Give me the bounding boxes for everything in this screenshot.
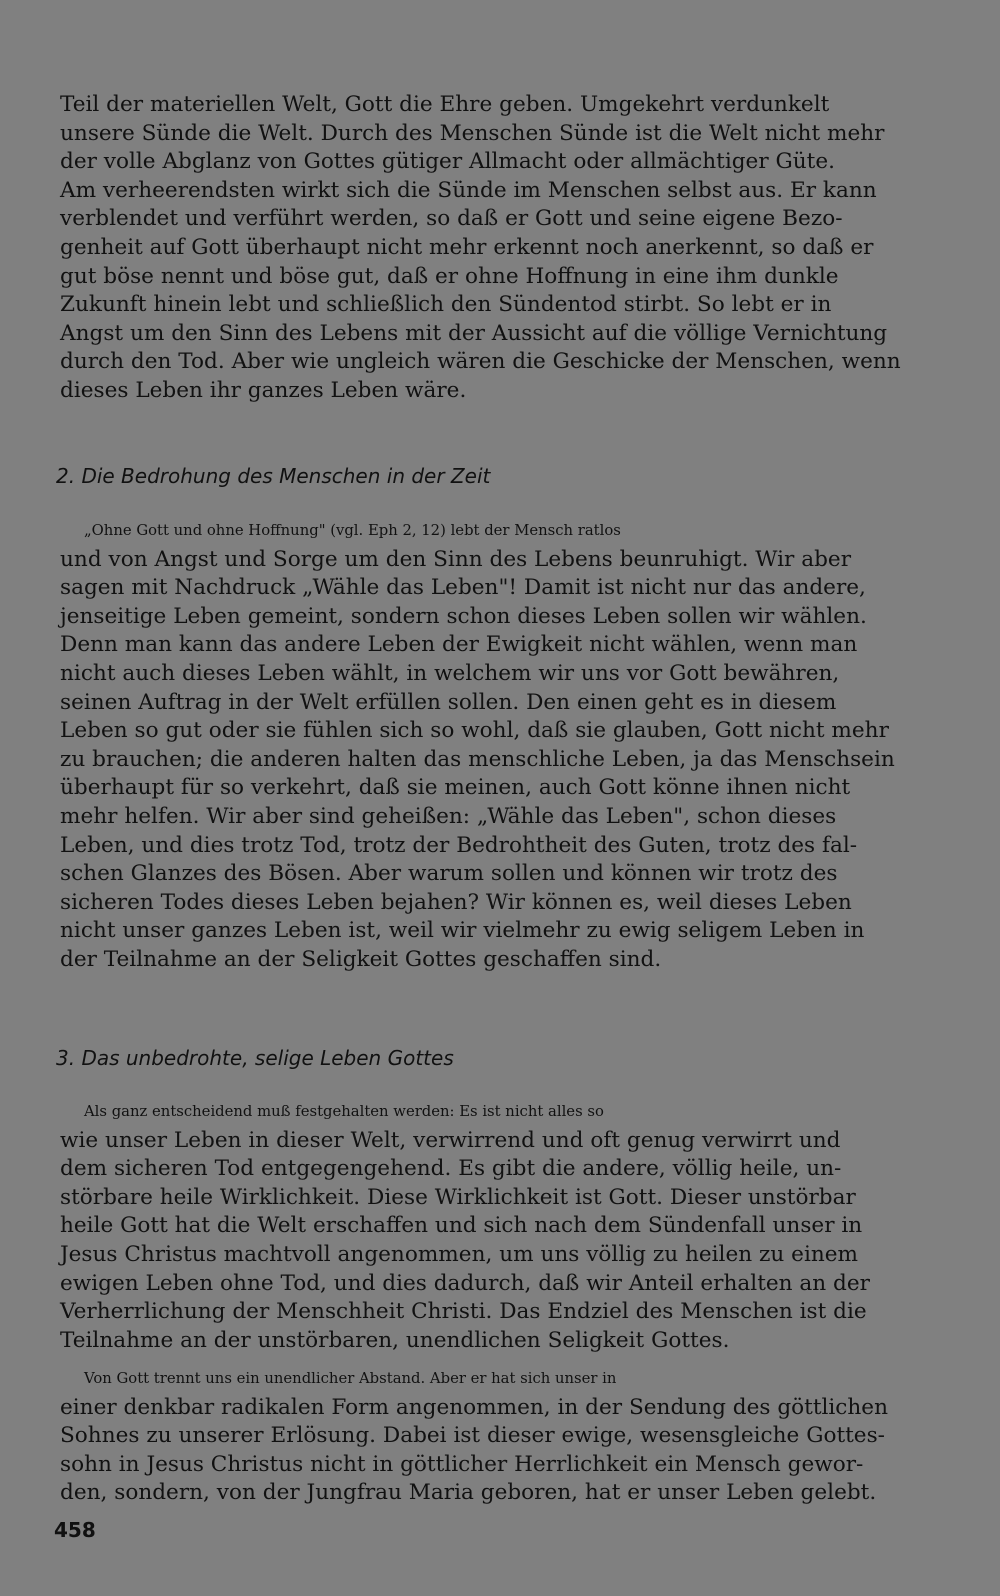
section-3-paragraph-1 bbox=[60, 1098, 948, 1355]
text-line: unsere Sünde die Welt. Durch des Menschen Sünde ist die Welt nicht mehr bbox=[60, 120, 885, 146]
text-line: nicht auch dieses Leben wählt, in welchem wir uns vor Gott bewähren, bbox=[60, 660, 840, 686]
text-line: Leben, und dies trotz Tod, trotz der Bedrohtheit des Guten, trotz des fal- bbox=[60, 832, 858, 858]
text-line: einer denkbar radikalen Form angenommen, in der Sendung des göttlichen bbox=[60, 1394, 888, 1420]
text-line: Sohnes zu unserer Erlösung. Dabei ist dieser ewige, wesensgleiche Gottes- bbox=[60, 1423, 885, 1449]
text-line: sohn in Jesus Christus nicht in göttlicher Herrlichkeit ein Mensch gewor- bbox=[60, 1451, 864, 1477]
text-line: sicheren Todes dieses Leben bejahen? Wir können es, weil dieses Leben bbox=[60, 889, 852, 915]
text-line: Von Gott trennt uns ein unendlicher Abstand. Aber er hat sich unser in bbox=[84, 1370, 617, 1387]
text-line: Angst um den Sinn des Lebens mit der Aussicht auf die völlige Vernichtung bbox=[60, 320, 888, 346]
text-line: Am verheerendsten wirkt sich die Sünde im Menschen selbst aus. Er kann bbox=[60, 177, 877, 203]
text-line: den, sondern, von der Jungfrau Maria geboren, hat er unser Leben gelebt. bbox=[60, 1480, 877, 1506]
text-line: und von Angst und Sorge um den Sinn des Lebens beunruhigt. Wir aber bbox=[60, 546, 852, 572]
text-line: zu brauchen; die anderen halten das menschliche Leben, ja das Menschsein bbox=[60, 746, 895, 772]
text-line: ewigen Leben ohne Tod, und dies dadurch, daß wir Anteil erhalten an der bbox=[60, 1270, 870, 1296]
text-line: Leben so gut oder sie fühlen sich so wohl, daß sie glauben, Gott nicht mehr bbox=[60, 718, 889, 744]
intro-paragraph bbox=[60, 91, 948, 406]
text-line: Teil der materiellen Welt, Gott die Ehre geben. Umgekehrt verdunkelt bbox=[60, 92, 830, 117]
text-line: nicht unser ganzes Leben ist, weil wir vielmehr zu ewig seligem Leben in bbox=[60, 918, 865, 944]
text-line: verblendet und verführt werden, so daß er Gott und seine eigene Bezo- bbox=[60, 206, 843, 232]
text-line: Teilnahme an der unstörbaren, unendlichen Seligkeit Gottes. bbox=[60, 1327, 730, 1353]
text-line: heile Gott hat die Welt erschaffen und sich nach dem Sündenfall unser in bbox=[60, 1213, 863, 1239]
text-line: schen Glanzes des Bösen. Aber warum sollen und können wir trotz des bbox=[60, 861, 838, 887]
text-line: der volle Abglanz von Gottes gütiger Allmacht oder allmächtiger Güte. bbox=[60, 149, 835, 175]
text-line: genheit auf Gott überhaupt nicht mehr erkennt noch anerkennt, so daß er bbox=[60, 234, 874, 260]
text-line: wie unser Leben in dieser Welt, verwirrend und oft genug verwirrt und bbox=[60, 1127, 841, 1153]
text-line: Jesus Christus machtvoll angenommen, um uns völlig zu heilen zu einem bbox=[60, 1241, 859, 1267]
text-line: Denn man kann das andere Leben der Ewigkeit nicht wählen, wenn man bbox=[60, 632, 858, 658]
section-heading-3: 3. Das unbedrohte, selige Leben Gottes bbox=[56, 1046, 454, 1070]
section-2-paragraph bbox=[60, 517, 948, 975]
text-line: mehr helfen. Wir aber sind geheißen: „Wähle das Leben", schon dieses bbox=[60, 803, 837, 829]
text-line: jenseitige Leben gemeint, sondern schon dieses Leben sollen wir wählen. bbox=[60, 603, 867, 629]
text-line: Als ganz entscheidend muß festgehalten werden: Es ist nicht alles so bbox=[84, 1103, 604, 1120]
text-line: „Ohne Gott und ohne Hoffnung" (vgl. Eph 2, 12) lebt der Mensch ratlos bbox=[84, 522, 621, 539]
text-line: Zukunft hinein lebt und schließlich den Sündentod stirbt. So lebt er in bbox=[60, 292, 832, 318]
text-line: seinen Auftrag in der Welt erfüllen sollen. Den einen geht es in diesem bbox=[60, 689, 837, 715]
text-line: der Teilnahme an der Seligkeit Gottes geschaffen sind. bbox=[60, 946, 662, 972]
text-line: gut böse nennt und böse gut, daß er ohne Hoffnung in eine ihm dunkle bbox=[60, 263, 839, 289]
page-number: 458 bbox=[54, 1518, 96, 1542]
text-line: Verherrlichung der Menschheit Christi. Das Endziel des Menschen ist die bbox=[60, 1299, 867, 1325]
text-line: dem sicheren Tod entgegengehend. Es gibt die andere, völlig heile, un- bbox=[60, 1156, 842, 1182]
text-line: durch den Tod. Aber wie ungleich wären die Geschicke der Menschen, wenn bbox=[60, 349, 901, 375]
section-3-paragraph-2 bbox=[60, 1365, 948, 1508]
text-line: störbare heile Wirklichkeit. Diese Wirklichkeit ist Gott. Dieser unstörbar bbox=[60, 1184, 856, 1210]
text-line: überhaupt für so verkehrt, daß sie meinen, auch Gott könne ihnen nicht bbox=[60, 775, 851, 801]
text-line: dieses Leben ihr ganzes Leben wäre. bbox=[60, 377, 467, 403]
text-line: sagen mit Nachdruck „Wähle das Leben"! Damit ist nicht nur das andere, bbox=[60, 575, 866, 601]
section-heading-2: 2. Die Bedrohung des Menschen in der Zeit bbox=[56, 464, 491, 488]
